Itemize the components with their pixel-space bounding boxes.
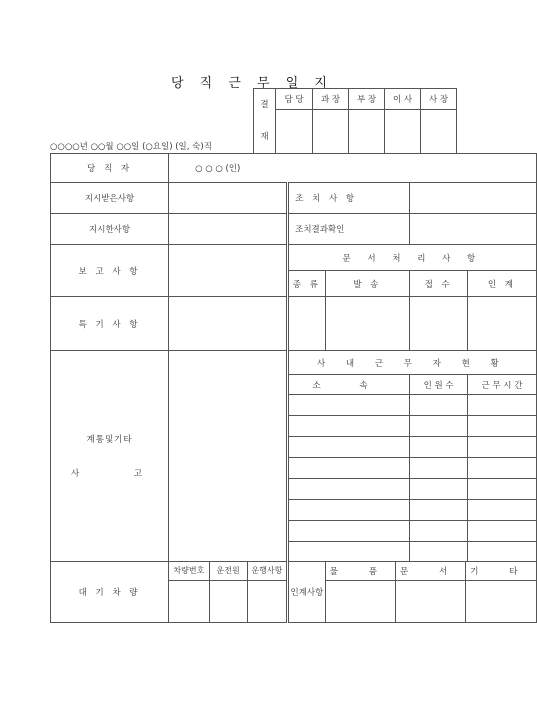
- status-cell[interactable]: [410, 458, 468, 479]
- status-cell[interactable]: [468, 458, 536, 479]
- action-result-label: 조치결과확인: [288, 214, 410, 245]
- doc-cell[interactable]: [288, 297, 325, 351]
- status-cell[interactable]: [288, 416, 410, 437]
- report-items-label: 보 고 사 항: [51, 245, 169, 297]
- other-accident-field[interactable]: [169, 351, 288, 562]
- status-cell[interactable]: [288, 437, 410, 458]
- vehicle-cell[interactable]: [209, 580, 247, 622]
- status-cell[interactable]: [288, 500, 410, 521]
- action-items-label: 조 치 사 항: [288, 183, 410, 214]
- handover-label: 인계사항: [288, 562, 325, 623]
- action-items-field[interactable]: [410, 183, 537, 214]
- handover-subtable-cell: [325, 562, 536, 623]
- approval-sign-cell[interactable]: [421, 109, 457, 153]
- vehicle-subtable-cell: [169, 562, 288, 623]
- approval-header: 담 당: [276, 89, 313, 110]
- status-cell[interactable]: [288, 479, 410, 500]
- document-processing-header: 문 서 처 리 사 항: [288, 245, 536, 271]
- special-items-label: 특 기 사 항: [51, 297, 169, 351]
- status-cell[interactable]: [468, 542, 536, 562]
- handover-subtable: [326, 562, 536, 622]
- internal-status-header: 사 내 근 무 자 현 황: [288, 351, 536, 375]
- status-cell[interactable]: [410, 416, 468, 437]
- report-items-field[interactable]: [169, 245, 288, 297]
- vehicle-label: 대 기 차 량: [51, 562, 169, 623]
- doc-col-header: 인 계: [468, 271, 536, 297]
- approval-sign-cell[interactable]: [313, 109, 349, 153]
- handover-col-header: 문 서: [396, 562, 466, 580]
- handover-cell[interactable]: [326, 580, 396, 622]
- status-cell[interactable]: [410, 500, 468, 521]
- handover-cell[interactable]: [466, 580, 536, 622]
- vehicle-col-header: 차량번호: [169, 562, 209, 580]
- duty-person-value[interactable]: ○ ○ ○ (인): [169, 154, 536, 183]
- other-label-line1: 계통및기타: [86, 435, 133, 445]
- instructions-given-field[interactable]: [169, 214, 288, 245]
- doc-col-header: 발 송: [325, 271, 409, 297]
- approval-side-top: 결: [260, 100, 269, 110]
- action-result-field[interactable]: [410, 214, 537, 245]
- approval-header: 부 장: [349, 89, 385, 110]
- status-cell[interactable]: [410, 437, 468, 458]
- status-cell[interactable]: [288, 458, 410, 479]
- approval-header: 이 사: [385, 89, 421, 110]
- status-cell[interactable]: [410, 479, 468, 500]
- approval-table: [253, 88, 457, 154]
- status-col-header: 근 무 시 간: [468, 375, 536, 395]
- status-col-header: 인 원 수: [410, 375, 468, 395]
- instructions-received-label: 지시받은사항: [51, 183, 169, 214]
- status-col-header: 소 속: [288, 375, 410, 395]
- status-cell[interactable]: [410, 521, 468, 542]
- approval-sign-cell[interactable]: [276, 109, 313, 153]
- status-cell[interactable]: [468, 500, 536, 521]
- approval-side-bottom: 재: [260, 132, 269, 142]
- status-cell[interactable]: [288, 521, 410, 542]
- doc-col-header: 종 류: [288, 271, 325, 297]
- doc-cell[interactable]: [325, 297, 409, 351]
- other-accident-label: [51, 351, 169, 562]
- date-line: ○○○○년 ○○월 ○○일 (○요일) (일, 숙)직: [50, 142, 212, 152]
- approval-sign-cell[interactable]: [385, 109, 421, 153]
- status-cell[interactable]: [288, 542, 410, 562]
- status-cell[interactable]: [468, 416, 536, 437]
- status-cell[interactable]: [288, 395, 410, 416]
- doc-cell[interactable]: [410, 297, 468, 351]
- status-cell[interactable]: [468, 521, 536, 542]
- status-cell[interactable]: [468, 395, 536, 416]
- doc-cell[interactable]: [468, 297, 536, 351]
- vehicle-subtable: [169, 562, 286, 622]
- status-cell[interactable]: [410, 395, 468, 416]
- vehicle-col-header: 운전원: [209, 562, 247, 580]
- approval-side-label: [254, 89, 276, 154]
- status-cell[interactable]: [468, 437, 536, 458]
- approval-sign-cell[interactable]: [349, 109, 385, 153]
- vehicle-cell[interactable]: [247, 580, 286, 622]
- instructions-given-label: 지시한사항: [51, 214, 169, 245]
- approval-header: 사 장: [421, 89, 457, 110]
- page-title: 당 직 근 무 일 지: [170, 76, 333, 91]
- special-items-field[interactable]: [169, 297, 288, 351]
- vehicle-cell[interactable]: [169, 580, 209, 622]
- handover-col-header: 물 품: [326, 562, 396, 580]
- status-cell[interactable]: [468, 479, 536, 500]
- doc-col-header: 접 수: [410, 271, 468, 297]
- approval-header: 과 장: [313, 89, 349, 110]
- status-cell[interactable]: [410, 542, 468, 562]
- duty-person-label: 당 직 자: [51, 154, 169, 183]
- other-label-line2: 사 고: [71, 469, 169, 479]
- handover-col-header: 기 타: [466, 562, 536, 580]
- instructions-received-field[interactable]: [169, 183, 288, 214]
- duty-log-form: [50, 153, 537, 623]
- handover-cell[interactable]: [396, 580, 466, 622]
- vehicle-col-header: 운행사항: [247, 562, 286, 580]
